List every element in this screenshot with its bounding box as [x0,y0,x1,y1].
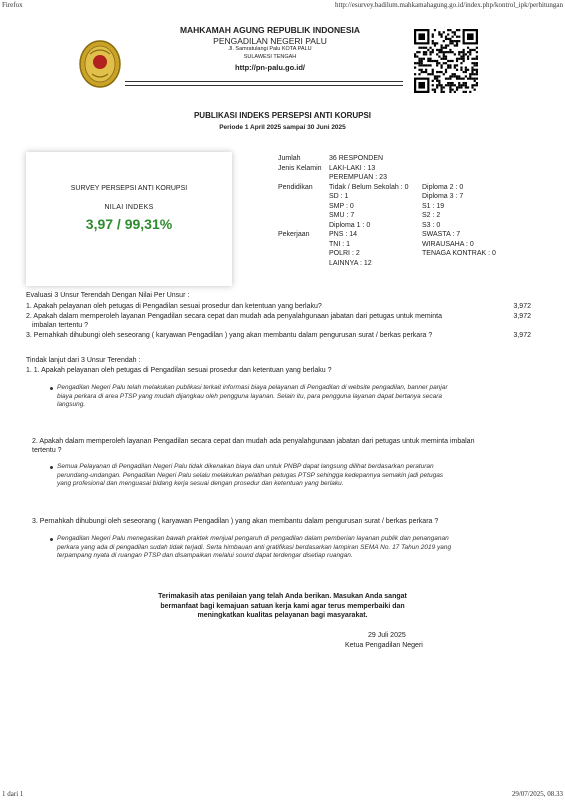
answer-line: perundang-undangan. Pengadilan Negeri Palu selalu melakukan pelatihan petugas PTSP sehingga kedepannya semakin jadi petugas [57,471,444,479]
evaluation-text: 3. Pernahkah dihubungi oleh seseorang ( karyawan Pengadilan ) yang akan membantu dalam pengurusan surat / berkas perkara ? [26,332,433,339]
job-item: SWASTA : 7 [422,231,461,238]
evaluation-section [26,292,531,347]
answer-line: langsung. [57,401,86,409]
print-footer [0,788,565,800]
print-datetime: 29/07/2025, 08.33 [511,790,563,798]
education-item: Diploma 2 : 0 [422,183,464,191]
follow-up-section [26,357,531,577]
closing-line: meningkatkan kualitas pelayanan bagi masyarakat. [197,612,368,619]
letterhead-address: Jl. Samratulangi Palu KOTA PALU [228,46,312,52]
gender-label: Jenis Kelamin [278,164,322,172]
evaluation-text: 1. Apakah pelayanan oleh petugas di Pengadilan sesuai prosedur dan ketentuan yang berlaku? [26,303,322,310]
evaluation-value: 3,972 [513,312,531,320]
evaluation-item [26,332,531,339]
bullet-icon [50,466,53,469]
job-item: TNI : 1 [329,240,351,248]
index-card [26,152,232,286]
page-count: 1 dari 1 [2,790,24,798]
follow-up-heading: Tindak lanjut dari 3 Unsur Terendah : [26,357,141,364]
evaluation-heading: Evaluasi 3 Unsur Terendah Dengan Nilai Per Unsur : [26,292,190,299]
evaluation-value: 3,972 [513,332,531,339]
page-url: http://esurvey.badilum.mahkamahagung.go.id/index.php/kontrol_ipk/perhitungan [335,1,563,9]
follow-up-answer [57,535,537,561]
job-item: PNS : 14 [329,231,358,238]
follow-up-question: 3. Pernahkah dihubungi oleh seseorang ( karyawan Pengadilan ) yang akan membantu dalam pengurusan surat / berkas perkara ? [32,518,439,525]
court-logo [78,38,122,90]
answer-line: Pengadilan Negeri Palu telah melakukan publikasi terkait informasi biaya pelayanan di Pengadilan di website pengadilan, banner panjar [57,384,448,391]
index-value: 3,97 / 99,31% [85,216,173,232]
job-item: WIRAUSAHA : 0 [422,240,474,248]
document-title: PUBLIKASI INDEKS PERSEPSI ANTI KORUPSI [193,111,372,120]
qr-code [414,26,478,96]
jumlah-label: Jumlah [278,155,301,162]
education-label: Pendidikan [278,183,313,191]
signatory: Ketua Pengadilan Negeri [345,642,423,649]
letterhead-line1: MAHKAMAH AGUNG REPUBLIK INDONESIA [179,25,361,35]
job-label: Pekerjaan [278,231,310,238]
education-item: SMP : 0 [329,202,354,210]
closing-line: bermanfaat bagi kemajuan satuan kerja kami agar terus memperbaiki dan [160,602,405,610]
closing-line: Terimakasih atas penilaian yang telah Anda berikan. Masukan Anda sangat [158,593,407,600]
education-item: S3 : 0 [422,221,441,229]
letterhead-line2: PENGADILAN NEGERI PALU [213,36,327,46]
answer-line: yang profesional dan menguasai bidang kerja sesuai dengan prosedur dan ketentuan yang berlaku. [57,480,344,488]
demographics [278,154,538,276]
education-item: SMU : 7 [329,212,355,219]
gender-male: LAKI-LAKI : 13 [329,164,376,172]
browser-app-name: Firefox [2,1,23,9]
evaluation-item [26,313,531,320]
closing-message [130,592,435,621]
evaluation-value: 3,972 [513,303,531,310]
letterhead-province: SULAWESI TENGAH [243,54,297,60]
index-card-label: SURVEY PERSEPSI ANTI KORUPSI [70,185,188,192]
follow-up-question-cont: tertentu ? [32,447,62,454]
letterhead-website[interactable]: http://pn-palu.go.id/ [235,63,305,72]
job-item: LAINNYA : 12 [329,259,372,267]
index-card-sublabel: NILAI INDEKS [104,204,154,211]
answer-line: perkara yang ada di pengadilan sudah tidak terjadi. Serta himbauan anti gratifikasi berdasarkan lampiran SEMA No. 17 Tahun 2019 yang [57,543,452,551]
follow-up-answer [57,384,537,410]
follow-up-question: 2. Apakah dalam memperoleh layanan Pengadilan secara cepat dan mudah ada penyalahgunaan jabatan dari petugas untuk meminta imbalan [32,438,475,445]
jumlah-value: 36 RESPONDEN [329,155,384,162]
job-item: TENAGA KONTRAK : 0 [422,250,496,257]
bullet-icon [50,387,53,390]
job-item: POLRI : 2 [329,250,360,257]
follow-up-question: 1. 1. Apakah pelayanan oleh petugas di Pengadilan sesuai prosedur dan ketentuan yang berlaku ? [26,367,332,374]
education-item: S1 : 19 [422,202,445,210]
evaluation-item [26,303,531,310]
answer-line: Semua Pelayanan di Pengadilan Negeri Palu tidak dikenakan biaya dan untuk PNBP dapat langsung dilihat berdasarkan peraturan [57,463,434,470]
education-item: Tidak / Belum Sekolah : 0 [329,183,409,191]
follow-up-answer [57,463,537,489]
signature-date: 29 Juli 2025 [368,632,406,639]
education-item: Diploma 1 : 0 [329,221,371,229]
evaluation-text-cont: imbalan tertentu ? [32,321,89,329]
print-header [0,0,565,12]
education-item: SD : 1 [329,193,349,200]
document-period: Periode 1 April 2025 sampai 30 Juni 2025 [219,124,346,131]
gender-female: PEREMPUAN : 23 [329,174,387,181]
answer-line: terpampang nyata di ruangan PTSP dan disampaikan melalui sound dapat terdengar disetiap ruangan. [57,552,353,560]
letterhead-divider [125,81,403,86]
education-item: S2 : 2 [422,212,441,219]
answer-line: biaya perkara di area PTSP yang mudah dijangkau oleh pengguna layanan. Selain itu, para pengguna layanan dapat bertanya secara [57,392,442,400]
education-item: Diploma 3 : 7 [422,193,464,200]
answer-line: Pengadilan Negeri Palu menegaskan bawah praktek menjual pengaruh di pengadilan dalam pemberian layanan publik dan penanganan [57,535,449,542]
evaluation-text: 2. Apakah dalam memperoleh layanan Pengadilan secara cepat dan mudah ada penyalahgunaan jabatan dari petugas untuk meminta [26,312,443,320]
bullet-icon [50,538,53,541]
